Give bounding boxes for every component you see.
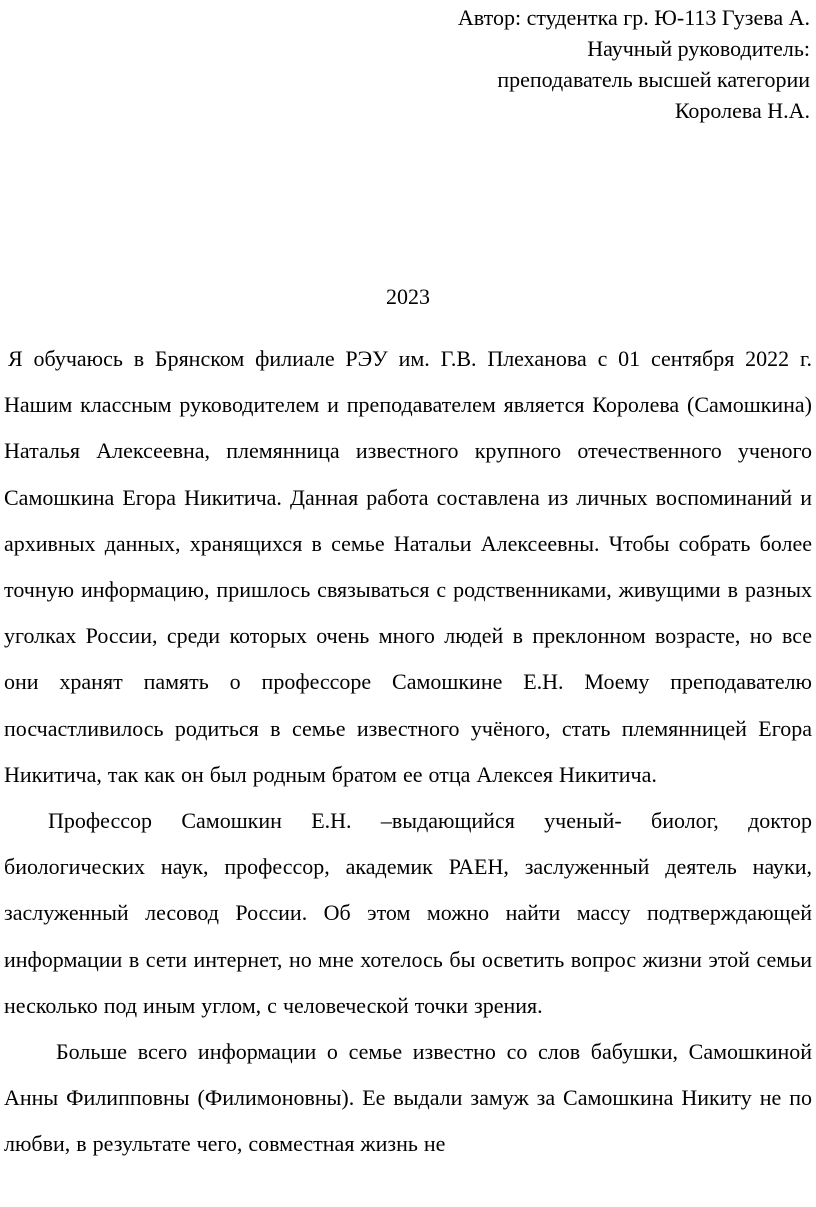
year-label: 2023 bbox=[386, 284, 430, 309]
author-info-block bbox=[458, 2, 810, 126]
document-body bbox=[4, 336, 812, 1168]
supervisor-label: Научный руководитель: bbox=[587, 36, 810, 61]
paragraph-grandmother: Больше всего информации о семье известно со слов бабушки, Самошкиной Анны Филипповны (Филимоновны). Ее выдали замуж за Самошкина Никиту не по любви, в результате чего, совместная жизнь не bbox=[4, 1039, 812, 1157]
paragraph-intro: Я обучаюсь в Брянском филиале РЭУ им. Г.В. Плеханова с 01 сентября 2022 г. Нашим классным руководителем и преподавателем является Королева (Самошкина) Наталья Алексеевна, племянница известного крупного отечественного ученого Самошкина Егора Никитича. Данная работа составлена из личных воспоминаний и архивных данных, хранящихся в семье Натальи Алексеевны. Чтобы собрать более точную информацию, пришлось связываться с родственниками, живущими в разных уголках России, среди которых очень много людей в преклонном возрасте, но все они хранят память о профессоре Самошкине Е.Н. Моему преподавателю посчастливилось родиться в семье известного учёного, стать племянницей Егора Никитича, так как он был родным братом ее отца Алексея Никитича. bbox=[4, 346, 812, 787]
supervisor-title: преподаватель высшей категории bbox=[497, 67, 810, 92]
author-line: Автор: студентка гр. Ю-113 Гузева А. bbox=[457, 5, 810, 30]
supervisor-name: Королева Н.А. bbox=[674, 98, 810, 123]
paragraph-professor: Профессор Самошкин Е.Н. –выдающийся ученый- биолог, доктор биологических наук, профессор, академик РАЕН, заслуженный деятель науки, заслуженный лесовод России. Об этом можно найти массу подтверждающей информации в сети интернет, но мне хотелось бы осветить вопрос жизни этой семьи несколько под иным углом, с человеческой точки зрения. bbox=[4, 808, 812, 1018]
